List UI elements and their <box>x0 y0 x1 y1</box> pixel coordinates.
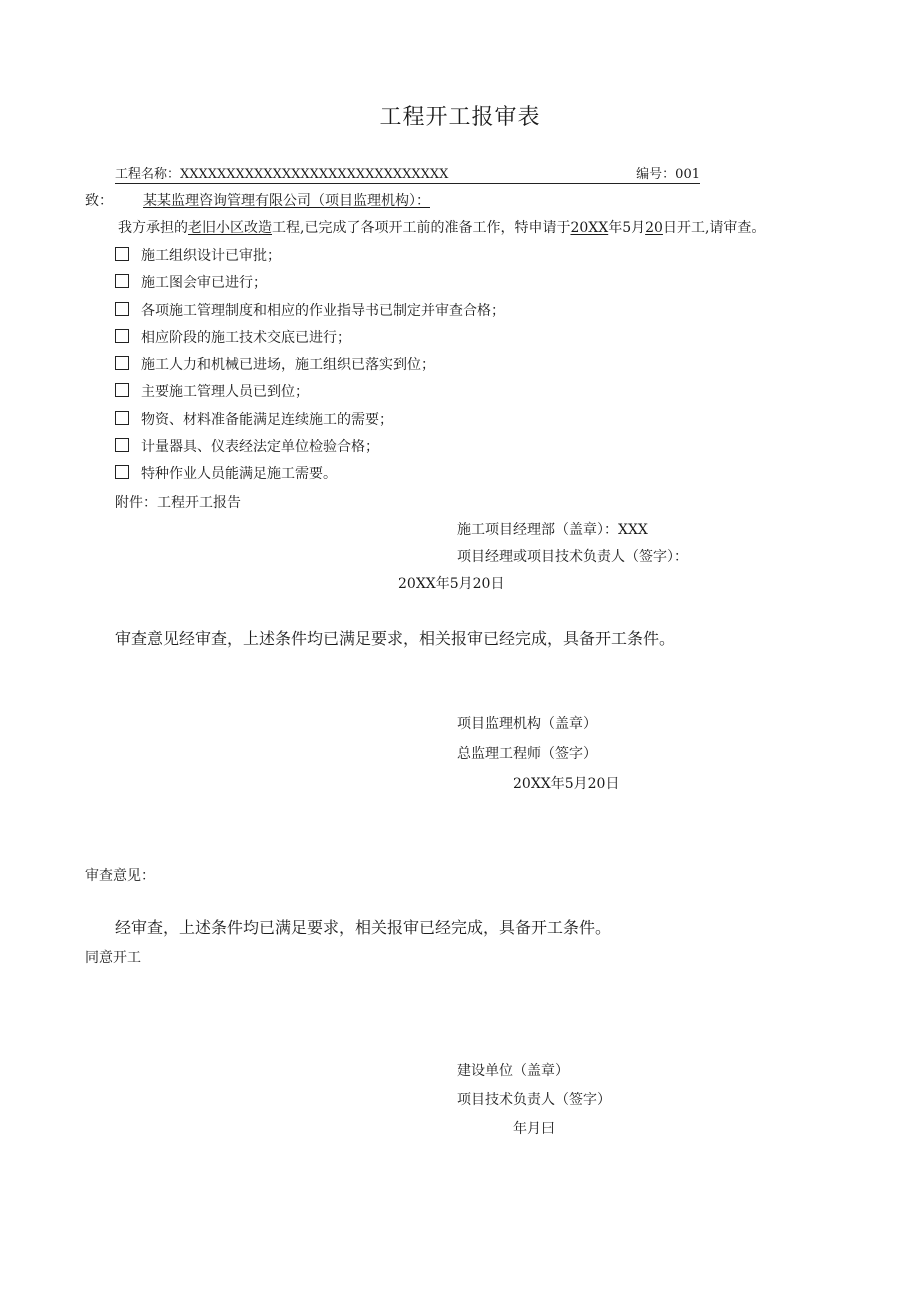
form-title: 工程开工报审表 <box>379 105 541 130</box>
owner-approval: 同意开工 <box>85 950 141 966</box>
checklist-item <box>115 409 393 429</box>
checklist-item <box>115 272 267 292</box>
recipient-line <box>85 190 430 210</box>
project-header-line <box>115 163 700 184</box>
checklist-item <box>115 300 505 320</box>
checklist-item <box>115 327 351 347</box>
checkbox[interactable] <box>115 411 129 425</box>
form-number-label: 编号： <box>636 167 676 182</box>
checklist-item-label: 相应阶段的施工技术交底已进行； <box>141 330 351 346</box>
recipient-label: 致： <box>85 193 113 209</box>
project-name-field <box>115 163 448 182</box>
checkbox[interactable] <box>115 438 129 452</box>
intro-text-4: 日开工,请审查。 <box>662 220 766 236</box>
intro-project-name: 老旧小区改造 <box>188 220 272 236</box>
supervisor-opinion: 审查意见经审查，上述条件均已满足要求，相关报审已经完成，具备开工条件。 <box>115 629 676 648</box>
checklist-item-label: 施工组织设计已审批； <box>141 248 281 264</box>
checkbox[interactable] <box>115 247 129 261</box>
checklist-item-label: 特种作业人员能满足施工需要。 <box>141 466 337 482</box>
checklist-item <box>115 245 281 265</box>
owner-signature-line: 项目技术负责人（签字） <box>457 1092 611 1108</box>
contractor-signature-line: 项目经理或项目技术负责人（签字）： <box>457 549 688 565</box>
intro-day: 20 <box>645 220 663 236</box>
checklist-item-label: 施工人力和机械已进场，施工组织已落实到位； <box>141 357 435 373</box>
attachment-line: 附件：工程开工报告 <box>115 495 241 511</box>
checklist-item <box>115 381 309 401</box>
contractor-seal-line: 施工项目经理部（盖章）：XXX <box>457 522 648 538</box>
checkbox[interactable] <box>115 274 129 288</box>
intro-text-3: 年5月 <box>608 220 646 236</box>
checklist-item <box>115 463 337 483</box>
form-number-value: 001 <box>675 167 700 182</box>
contractor-date: 20XX年5月20日 <box>398 576 505 592</box>
intro-text-1: 我方承担的 <box>118 220 188 236</box>
checkbox[interactable] <box>115 329 129 343</box>
project-name-label: 工程名称： <box>115 167 181 182</box>
checkbox[interactable] <box>115 383 129 397</box>
owner-opinion: 经审查，上述条件均已满足要求，相关报审已经完成，具备开工条件。 <box>115 918 612 937</box>
owner-seal-line: 建设单位（盖章） <box>457 1063 569 1079</box>
checklist-item-label: 主要施工管理人员已到位； <box>141 384 309 400</box>
supervisor-date: 20XX年5月20日 <box>513 776 620 792</box>
supervisor-seal-line: 项目监理机构（盖章） <box>457 716 597 732</box>
intro-year: 20XX <box>570 220 609 236</box>
chief-engineer-signature-line: 总监理工程师（签字） <box>457 746 597 762</box>
recipient-organization: 某某监理咨询管理有限公司（项目监理机构）： <box>143 193 430 209</box>
owner-date: 年月曰 <box>513 1121 555 1137</box>
checklist-item-label: 各项施工管理制度和相应的作业指导书已制定并审查合格； <box>141 303 505 319</box>
checklist-item-label: 施工图会审已进行； <box>141 275 267 291</box>
checkbox[interactable] <box>115 465 129 479</box>
checkbox[interactable] <box>115 356 129 370</box>
project-name-value: XXXXXXXXXXXXXXXXXXXXXXXXXXXXX <box>180 167 449 182</box>
form-number-field <box>636 163 700 182</box>
checklist-item <box>115 436 379 456</box>
checklist-item-label: 物资、材料准备能满足连续施工的需要； <box>141 412 393 428</box>
owner-opinion-label: 审查意见： <box>85 868 155 884</box>
intro-text-2: 工程,已完成了各项开工前的准备工作，特申请于 <box>272 220 571 236</box>
checkbox[interactable] <box>115 302 129 316</box>
checklist-item <box>115 354 435 374</box>
checklist-item-label: 计量器具、仪表经法定单位检验合格； <box>141 439 379 455</box>
application-statement <box>118 217 765 237</box>
